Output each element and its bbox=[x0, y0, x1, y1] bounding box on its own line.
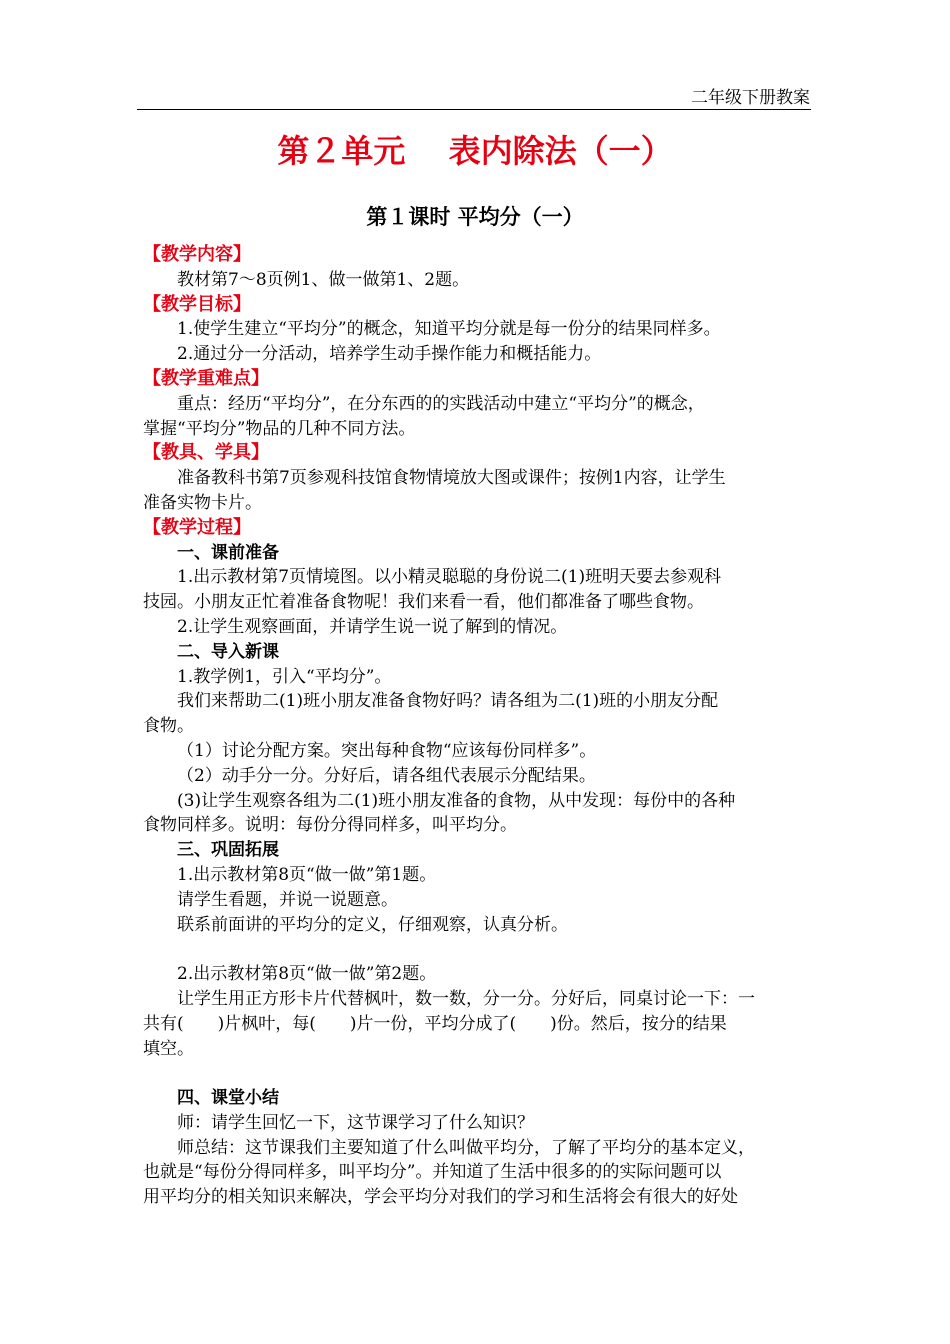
paragraph-line: 2.出示教材第8页“做一做”第2题。 bbox=[177, 964, 437, 985]
subsection-title: 二、导入新课 bbox=[177, 641, 279, 662]
section-heading-tools: 【教具、学具】 bbox=[143, 442, 269, 464]
running-header: 二年级下册教案 bbox=[691, 88, 810, 108]
paragraph-line: 用平均分的相关知识来解决，学会平均分对我们的学习和生活将会有很大的好处 bbox=[143, 1187, 738, 1208]
section-heading-objectives: 【教学目标】 bbox=[143, 293, 251, 315]
paragraph-line: 我们来帮助二(1)班小朋友准备食物好吗？请各组为二(1)班的小朋友分配 bbox=[177, 691, 719, 712]
paragraph-line: 1.使学生建立“平均分”的概念，知道平均分就是每一份分的结果同样多。 bbox=[177, 319, 721, 340]
section-heading-process: 【教学过程】 bbox=[143, 516, 251, 538]
paragraph-line: 填空。 bbox=[143, 1038, 194, 1059]
paragraph-line: 1.教学例1，引入“平均分”。 bbox=[177, 666, 392, 687]
paragraph-line: 食物同样多。说明：每份分得同样多，叫平均分。 bbox=[143, 815, 517, 836]
paragraph-line: 也就是“每份分得同样多，叫平均分”。并知道了生活中很多的的实际问题可以 bbox=[143, 1162, 722, 1183]
paragraph-line: 2.让学生观察画面，并请学生说一说了解到的情况。 bbox=[177, 616, 568, 637]
paragraph-line: 技园。小朋友正忙着准备食物呢！我们来看一看，他们都准备了哪些食物。 bbox=[143, 592, 704, 613]
document-body bbox=[143, 243, 813, 1210]
header-rule bbox=[137, 109, 811, 110]
subsection-title: 三、巩固拓展 bbox=[177, 840, 279, 861]
unit-title: 第２单元 表内除法（一） bbox=[277, 132, 673, 170]
subsection-title: 一、课前准备 bbox=[177, 542, 279, 563]
paragraph-line: 1.出示教材第8页“做一做”第1题。 bbox=[177, 864, 437, 885]
paragraph-line: （1）讨论分配方案。突出每种食物“应该每份同样多”。 bbox=[177, 740, 597, 761]
paragraph-line: 2.通过分一分活动，培养学生动手操作能力和概括能力。 bbox=[177, 344, 602, 365]
paragraph-line: 食物。 bbox=[143, 716, 194, 737]
paragraph-line: 掌握“平均分”物品的几种不同方法。 bbox=[143, 418, 416, 439]
paragraph-line: （2）动手分一分。分好后，请各组代表展示分配结果。 bbox=[177, 765, 596, 786]
paragraph-line: 教材第7～8页例1、做一做第1、2题。 bbox=[177, 269, 470, 290]
paragraph-line: 重点：经历“平均分”，在分东西的的实践活动中建立“平均分”的概念， bbox=[177, 393, 705, 414]
paragraph-line: 让学生用正方形卡片代替枫叶，数一数，分一分。分好后，同桌讨论一下：一 bbox=[177, 988, 755, 1009]
blank-line bbox=[143, 1061, 813, 1086]
blank-line bbox=[143, 937, 813, 962]
paragraph-line: 共有( )片枫叶，每( )片一份，平均分成了( )份。然后，按分的结果 bbox=[143, 1013, 727, 1034]
paragraph-line: 准备实物卡片。 bbox=[143, 492, 262, 513]
paragraph-line: 1.出示教材第7页情境图。以小精灵聪聪的身份说二(1)班明天要去参观科 bbox=[177, 567, 722, 588]
paragraph-line: 师：请学生回忆一下，这节课学习了什么知识？ bbox=[177, 1112, 534, 1133]
lesson-title: 第１课时 平均分（一） bbox=[366, 205, 584, 229]
paragraph-line: 师总结：这节课我们主要知道了什么叫做平均分，了解了平均分的基本定义， bbox=[177, 1137, 755, 1158]
section-heading-keypoints: 【教学重难点】 bbox=[143, 367, 269, 389]
paragraph-line: (3)让学生观察各组为二(1)班小朋友准备的食物，从中发现：每份中的各种 bbox=[177, 790, 736, 811]
paragraph-line: 准备教科书第7页参观科技馆食物情境放大图或课件；按例1内容，让学生 bbox=[177, 468, 726, 489]
paragraph-line: 请学生看题，并说一说题意。 bbox=[177, 889, 398, 910]
subsection-title: 四、课堂小结 bbox=[177, 1088, 279, 1109]
paragraph-line: 联系前面讲的平均分的定义，仔细观察，认真分析。 bbox=[177, 914, 568, 935]
section-heading-content: 【教学内容】 bbox=[143, 244, 251, 265]
